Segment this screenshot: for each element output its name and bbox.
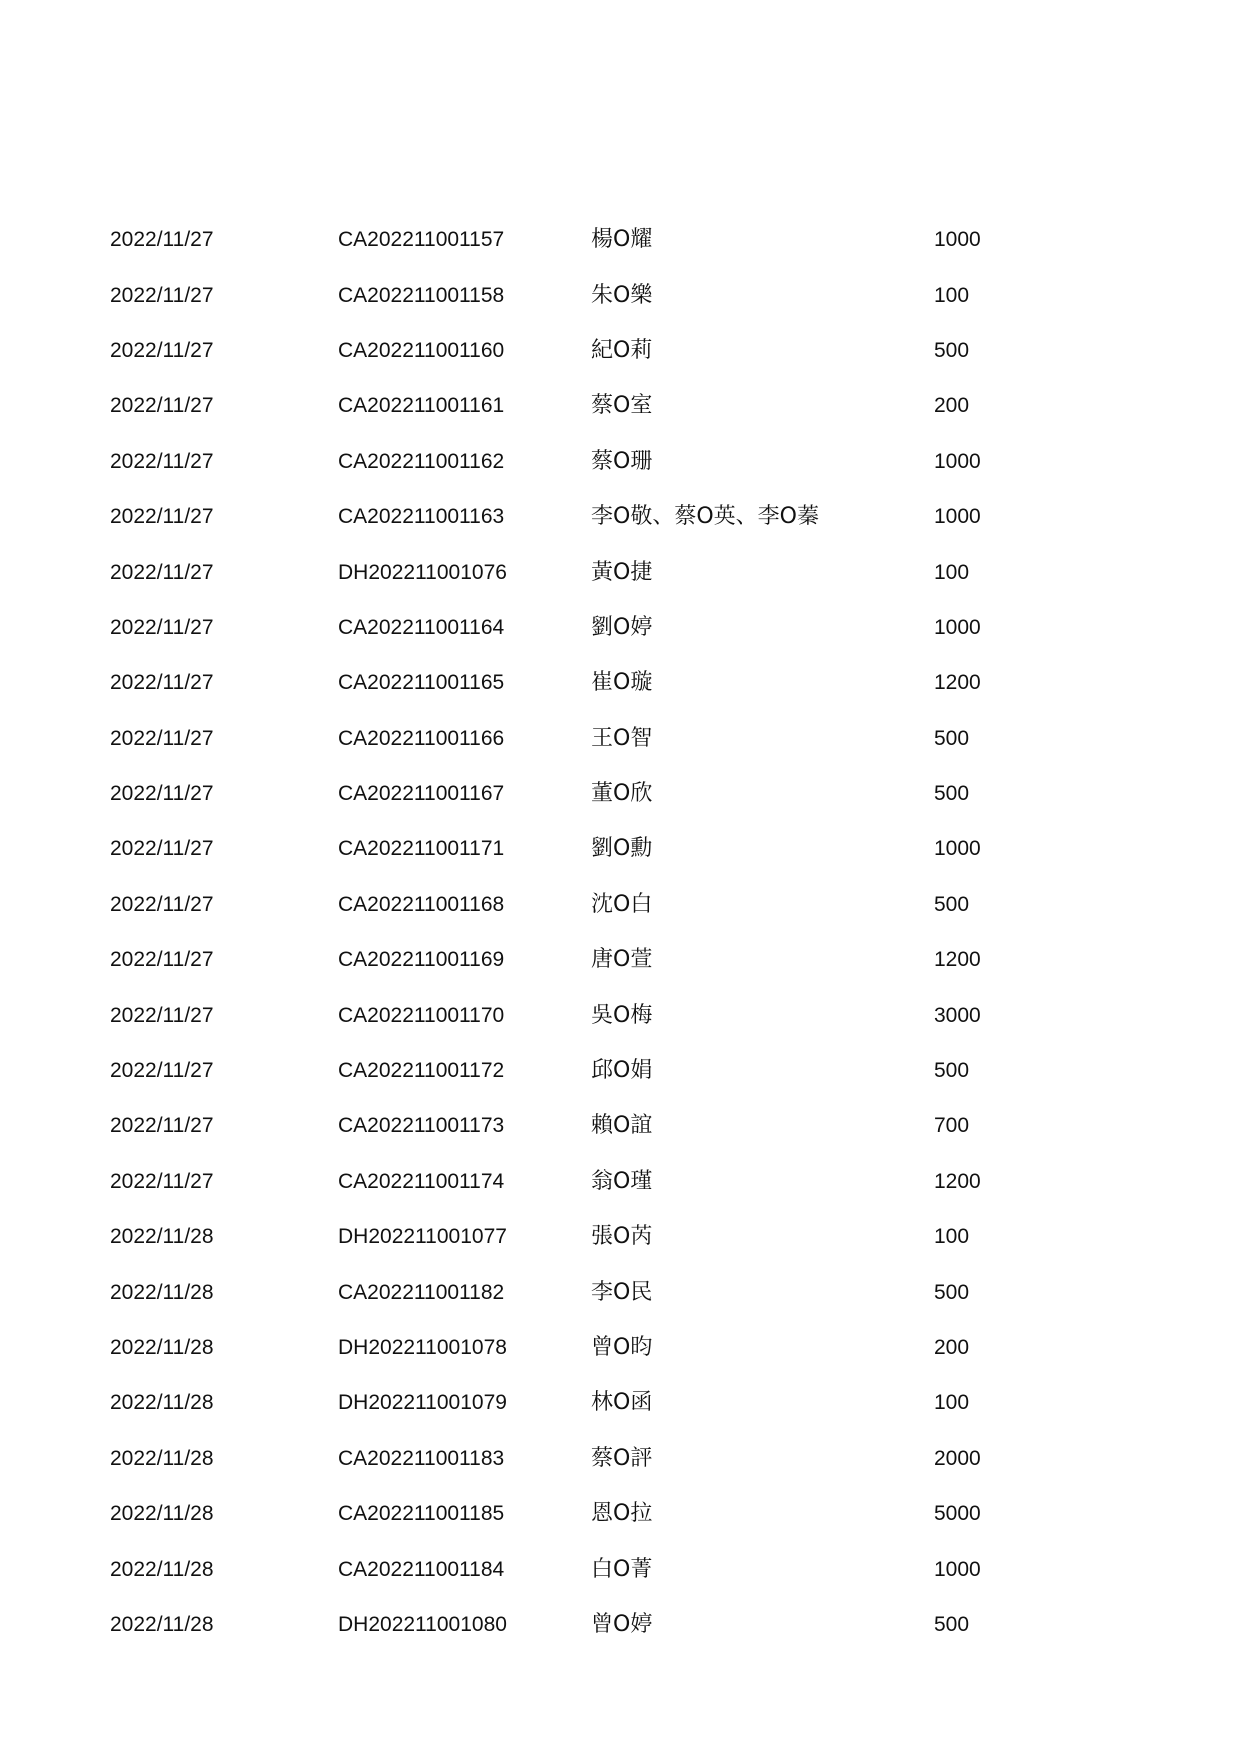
amount-cell: 700 bbox=[934, 1114, 970, 1138]
amount-cell: 500 bbox=[934, 338, 970, 362]
table-row bbox=[110, 1264, 1130, 1319]
amount-cell: 2000 bbox=[934, 1446, 981, 1470]
date-cell: 2022/11/28 bbox=[110, 1225, 214, 1249]
name-cell: 崔O璇 bbox=[591, 670, 653, 696]
amount-cell: 1000 bbox=[934, 1557, 981, 1581]
name-cell: 邱O娟 bbox=[591, 1058, 653, 1084]
code-cell: CA202211001160 bbox=[338, 338, 505, 362]
date-cell: 2022/11/27 bbox=[110, 948, 214, 972]
code-cell: DH202211001077 bbox=[338, 1225, 507, 1249]
date-cell: 2022/11/27 bbox=[110, 338, 214, 362]
table-row bbox=[110, 932, 1130, 987]
name-cell: 賴O誼 bbox=[591, 1113, 653, 1139]
table-row bbox=[110, 1154, 1130, 1209]
amount-cell: 500 bbox=[934, 1059, 970, 1083]
code-cell: CA202211001167 bbox=[338, 782, 505, 806]
date-cell: 2022/11/28 bbox=[110, 1557, 214, 1581]
table-row bbox=[110, 434, 1130, 489]
table-row bbox=[110, 655, 1130, 710]
name-cell: 楊O耀 bbox=[591, 227, 653, 253]
table-row bbox=[110, 1541, 1130, 1596]
name-cell: 曾O婷 bbox=[591, 1611, 653, 1637]
table-row bbox=[110, 821, 1130, 876]
name-cell: 劉O婷 bbox=[591, 614, 653, 640]
code-cell: CA202211001172 bbox=[338, 1059, 505, 1083]
date-cell: 2022/11/27 bbox=[110, 560, 214, 584]
table-row bbox=[110, 378, 1130, 433]
code-cell: CA202211001173 bbox=[338, 1114, 505, 1138]
amount-cell: 1000 bbox=[934, 837, 981, 861]
name-cell: 劉O勳 bbox=[591, 836, 653, 862]
amount-cell: 1000 bbox=[934, 228, 981, 252]
name-cell: 蔡O珊 bbox=[591, 448, 653, 474]
date-cell: 2022/11/27 bbox=[110, 449, 214, 473]
amount-cell: 100 bbox=[934, 1391, 970, 1415]
name-cell: 曾O昀 bbox=[591, 1335, 653, 1360]
table-row bbox=[110, 1320, 1130, 1375]
date-cell: 2022/11/27 bbox=[110, 671, 214, 695]
code-cell: CA202211001163 bbox=[338, 505, 505, 529]
amount-cell: 500 bbox=[934, 1612, 970, 1636]
name-cell: 蔡O評 bbox=[591, 1445, 653, 1471]
amount-cell: 200 bbox=[934, 394, 970, 418]
table-row bbox=[110, 267, 1130, 322]
amount-cell: 500 bbox=[934, 892, 970, 916]
table-row bbox=[110, 1486, 1130, 1541]
amount-cell: 100 bbox=[934, 283, 970, 307]
name-cell: 王O智 bbox=[591, 725, 653, 751]
date-cell: 2022/11/27 bbox=[110, 505, 214, 529]
table-row bbox=[110, 1209, 1130, 1264]
table-row bbox=[110, 544, 1130, 599]
name-cell: 紀O莉 bbox=[591, 337, 653, 363]
code-cell: DH202211001078 bbox=[338, 1336, 507, 1359]
table-row bbox=[110, 877, 1130, 932]
table-row bbox=[110, 1098, 1130, 1153]
amount-cell: 1000 bbox=[934, 449, 981, 473]
name-cell: 張O芮 bbox=[591, 1224, 653, 1250]
date-cell: 2022/11/28 bbox=[110, 1612, 214, 1636]
name-cell: 沈O白 bbox=[591, 891, 653, 917]
name-cell: 蔡O室 bbox=[591, 393, 653, 419]
date-cell: 2022/11/27 bbox=[110, 228, 214, 252]
date-cell: 2022/11/27 bbox=[110, 1059, 214, 1083]
date-cell: 2022/11/27 bbox=[110, 892, 214, 916]
code-cell: CA202211001158 bbox=[338, 283, 505, 307]
date-cell: 2022/11/28 bbox=[110, 1391, 214, 1415]
name-cell: 唐O萱 bbox=[591, 947, 653, 973]
code-cell: CA202211001169 bbox=[338, 948, 505, 972]
code-cell: CA202211001164 bbox=[338, 615, 505, 639]
name-cell: 吳O梅 bbox=[591, 1002, 653, 1028]
name-cell: 李O民 bbox=[591, 1279, 653, 1305]
date-cell: 2022/11/27 bbox=[110, 726, 214, 750]
date-cell: 2022/11/27 bbox=[110, 283, 214, 307]
table-row bbox=[110, 323, 1130, 378]
table-row bbox=[110, 987, 1130, 1042]
date-cell: 2022/11/27 bbox=[110, 837, 214, 861]
name-cell: 翁O瑾 bbox=[591, 1168, 653, 1194]
code-cell: CA202211001174 bbox=[338, 1169, 505, 1193]
amount-cell: 500 bbox=[934, 726, 970, 750]
donation-table bbox=[110, 212, 1130, 1652]
amount-cell: 1000 bbox=[934, 615, 981, 639]
name-cell: 朱O樂 bbox=[591, 282, 653, 308]
table-row bbox=[110, 489, 1130, 544]
date-cell: 2022/11/28 bbox=[110, 1336, 214, 1359]
table-row bbox=[110, 711, 1130, 766]
code-cell: CA202211001161 bbox=[338, 394, 505, 418]
date-cell: 2022/11/27 bbox=[110, 1114, 214, 1138]
code-cell: DH202211001076 bbox=[338, 560, 507, 584]
amount-cell: 3000 bbox=[934, 1003, 981, 1027]
table-row bbox=[110, 1375, 1130, 1430]
date-cell: 2022/11/27 bbox=[110, 1003, 214, 1027]
table-row bbox=[110, 600, 1130, 655]
code-cell: CA202211001182 bbox=[338, 1280, 505, 1304]
code-cell: CA202211001157 bbox=[338, 228, 505, 252]
amount-cell: 1200 bbox=[934, 671, 981, 695]
table-row bbox=[110, 1597, 1130, 1652]
amount-cell: 200 bbox=[934, 1336, 970, 1359]
code-cell: CA202211001170 bbox=[338, 1003, 505, 1027]
date-cell: 2022/11/27 bbox=[110, 394, 214, 418]
amount-cell: 100 bbox=[934, 1225, 970, 1249]
name-cell: 董O欣 bbox=[591, 781, 653, 807]
name-cell: 李O敬、蔡O英、李O蓁 bbox=[591, 504, 819, 530]
date-cell: 2022/11/27 bbox=[110, 615, 214, 639]
date-cell: 2022/11/28 bbox=[110, 1280, 214, 1304]
code-cell: CA202211001162 bbox=[338, 449, 505, 473]
code-cell: CA202211001166 bbox=[338, 726, 505, 750]
name-cell: 白O菁 bbox=[591, 1556, 653, 1582]
code-cell: CA202211001171 bbox=[338, 837, 505, 861]
name-cell: 恩O拉 bbox=[591, 1501, 653, 1527]
table-row bbox=[110, 212, 1130, 267]
code-cell: CA202211001168 bbox=[338, 892, 505, 916]
date-cell: 2022/11/28 bbox=[110, 1446, 214, 1470]
amount-cell: 100 bbox=[934, 560, 970, 584]
date-cell: 2022/11/27 bbox=[110, 1169, 214, 1193]
code-cell: CA202211001183 bbox=[338, 1446, 505, 1470]
date-cell: 2022/11/28 bbox=[110, 1502, 214, 1526]
code-cell: DH202211001080 bbox=[338, 1612, 507, 1636]
table-row bbox=[110, 1043, 1130, 1098]
table-row bbox=[110, 1431, 1130, 1486]
code-cell: CA202211001184 bbox=[338, 1557, 505, 1581]
amount-cell: 500 bbox=[934, 782, 970, 806]
name-cell: 黃O捷 bbox=[591, 559, 653, 585]
table-row bbox=[110, 766, 1130, 821]
amount-cell: 5000 bbox=[934, 1502, 981, 1526]
code-cell: CA202211001165 bbox=[338, 671, 505, 695]
code-cell: DH202211001079 bbox=[338, 1391, 507, 1415]
date-cell: 2022/11/27 bbox=[110, 782, 214, 806]
name-cell: 林O函 bbox=[591, 1390, 653, 1416]
amount-cell: 1200 bbox=[934, 1169, 981, 1193]
amount-cell: 1000 bbox=[934, 505, 981, 529]
amount-cell: 500 bbox=[934, 1280, 970, 1304]
amount-cell: 1200 bbox=[934, 948, 981, 972]
code-cell: CA202211001185 bbox=[338, 1502, 505, 1526]
